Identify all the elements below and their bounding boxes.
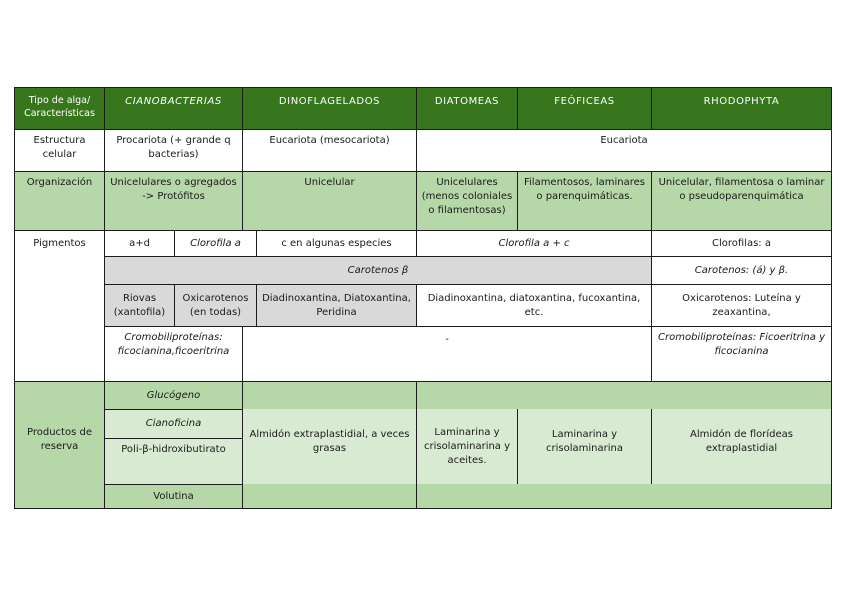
pigmentos-dino-clorofila: c en algunas especies [256,230,417,257]
header-row-label: Tipo de alga/ Características [14,87,105,130]
estructura-dinoflagelados: Eucariota (mesocariota) [242,129,417,172]
reserva-diatomeas: Laminarina y crisolaminarina y aceites. [416,409,518,485]
header-feoficeas: FEÓFICEAS [517,87,652,130]
organizacion-cianobacterias: Unicelulares o agregados -> Protófitos [104,171,243,231]
pigmentos-rhodo-carotenos: Carotenos: (á) y β. [651,256,832,285]
row-label-pigmentos: Pigmentos [14,230,105,382]
row-label-reserva: Productos de reserva [14,381,105,509]
pigmentos-middle-dash: - [242,326,652,382]
organizacion-feoficeas: Filamentosos, laminares o parenquimáticas. [517,171,652,231]
reserva-rhodophyta: Almidón de florídeas extraplastidial [651,409,832,485]
header-diatomeas: DIATOMEAS [416,87,518,130]
pigmentos-ciano-oxicarotenos: Oxicarotenos (en todas) [174,284,257,327]
pigmentos-rhodo-cromobiliproteinas: Cromobiliproteínas: Ficoeritrina y ficocianina [651,326,832,382]
pigmentos-rhodo-clorofila: Clorofilas: a [651,230,832,257]
estructura-eucariota: Eucariota [416,129,832,172]
organizacion-dinoflagelados: Unicelular [242,171,417,231]
pigmentos-ciano-cromobiliproteinas: Cromobiliproteínas: ficocianina,ficoeritrina [104,326,243,382]
pigmentos-dino-xantinas: Diadinoxantina, Diatoxantina, Peridina [256,284,417,327]
pigmentos-ciano-ad: a+d [104,230,175,257]
pigmentos-ciano-clorofila-a: Clorofila a [174,230,257,257]
reserva-rest-top-band [416,381,832,410]
organizacion-rhodophyta: Unicelular, filamentosa o laminar o pseudoparenquimática [651,171,832,231]
header-dinoflagelados: DINOFLAGELADOS [242,87,417,130]
pigmentos-ciano-riovas: Riovas (xantofila) [104,284,175,327]
reserva-ciano-poli-hidroxibutirato: Poli-β-hidroxibutirato [104,438,243,485]
reserva-dino-top-band [242,381,417,410]
header-rhodophyta: RHODOPHYTA [651,87,832,130]
reserva-dino-bottom-band [242,484,417,509]
pigmentos-diato-feo-xantinas: Diadinoxantina, diatoxantina, fucoxantina, etc. [416,284,652,327]
row-label-estructura: Estructura celular [14,129,105,172]
reserva-rest-bottom-band [416,484,832,509]
pigmentos-diato-feo-clorofila: Clorofila a + c [416,230,652,257]
pigmentos-rhodo-oxicarotenos: Oxicarotenos: Luteína y zeaxantina, [651,284,832,327]
reserva-ciano-glucogeno: Glucógeno [104,381,243,410]
organizacion-diatomeas: Unicelulares (menos coloniales o filamentosas) [416,171,518,231]
pigmentos-carotenos-beta: Carotenos β [104,256,652,285]
reserva-dinoflagelados: Almidón extraplastidial, a veces grasas [242,409,417,485]
header-cianobacterias: CIANOBACTERIAS [104,87,243,130]
estructura-cianobacterias: Procariota (+ grande q bacterias) [104,129,243,172]
reserva-ciano-cianoficina: Cianoficina [104,409,243,439]
reserva-ciano-volutina: Volutina [104,484,243,509]
reserva-feoficeas: Laminarina y crisolaminarina [517,409,652,485]
row-label-organizacion: Organización [14,171,105,231]
